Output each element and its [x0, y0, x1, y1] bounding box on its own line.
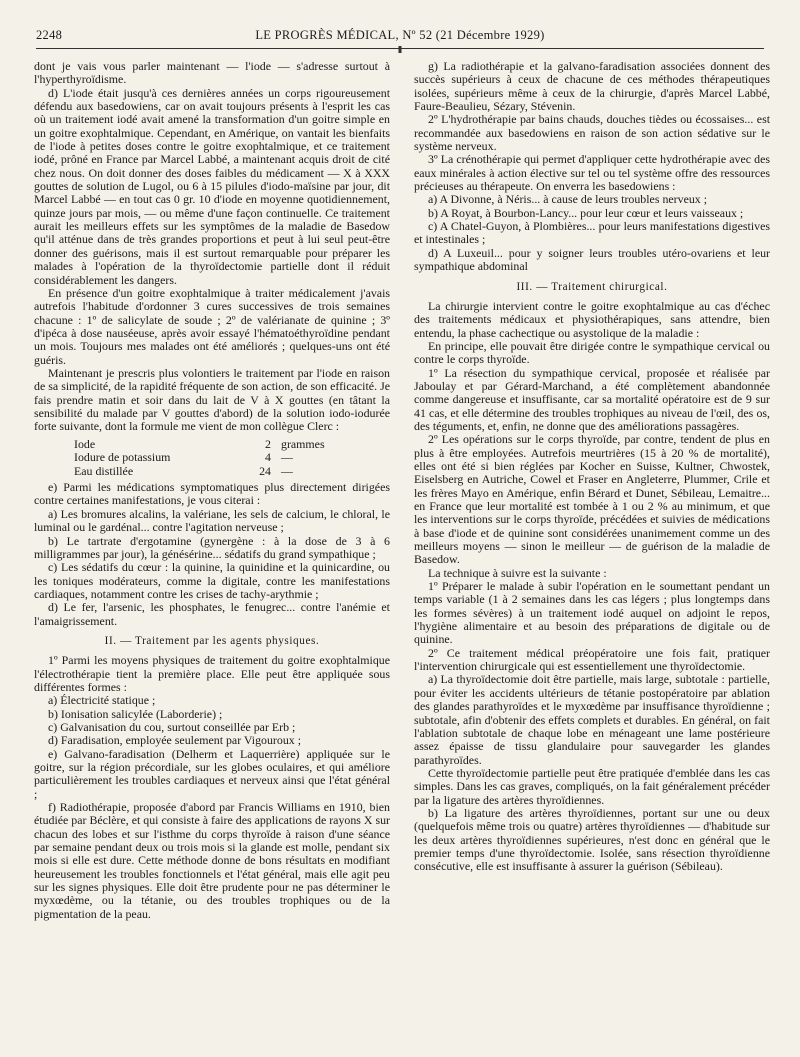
paragraph: e) Parmi les médications symptomatiques plus directement dirigées contre certaines manifestations, je vous citerai :: [34, 480, 390, 508]
running-title: LE PROGRÈS MÉDICAL, Nº 52 (21 Décembre 1929): [255, 28, 545, 42]
ingredient-quantity: 4: [265, 450, 271, 465]
list-item: b) A Royat, à Bourbon-Lancy... pour leur cœur et leurs vaisseaux ;: [428, 205, 744, 220]
paragraph: 2º Ce traitement médical préopératoire une fois fait, pratiquer l'intervention chirurgicale qui est essentiellement une thyroïdectomie.: [414, 645, 770, 674]
list-item: d) A Luxeuil... pour y soigner leurs troubles utéro-ovariens et leur sympathique abdominal: [414, 245, 770, 274]
header-rule: [36, 48, 764, 49]
formula-row: [34, 451, 390, 465]
ingredient-quantity: 2: [265, 436, 271, 451]
paragraph: c) Les sédatifs du cœur : la quinine, la quinidine et la quinicardine, ou les toniques modérateurs, comme la digitale, contre les manifestations cardiaques, notamment contre les crises de tachy-arythmie ;: [34, 560, 390, 601]
ingredient-unit: —: [281, 450, 293, 465]
paragraph: La technique à suivre est la suivante :: [428, 565, 607, 580]
ingredient-name: Eau distillée: [74, 464, 134, 478]
left-column: [34, 60, 390, 1045]
paragraph: 1º La résection du sympathique cervical, proposée et réalisée par Jaboulay et par Gérard-Marchand, a été complètement abandonnée comme dangereuse et insuffisante, car sa mortalité opératoire est de 9 sur 41 cas, et elle détermine des troubles trophiques au niveau de l'œil, des os, des téguments, et, enfin, ne donne que des améliorations passagères.: [414, 365, 770, 433]
formula-row: [34, 465, 390, 479]
paragraph: a) La thyroïdectomie doit être partielle, mais large, subtotale : partielle, pour éviter les accidents ultérieurs de tétanie postopératoire par ablation des glandes parathyroïdes et le myxœdème par insuffisance thyroïdienne ; subtotale, afin d'obtenir des effets complets et durables. En général, on fait l'ablation subtotale de chaque lobe en ménageant une lame postérieure assez épaisse de tissu glandulaire pour sauvegarder les glandes parathyroïdes.: [414, 672, 770, 767]
page-number: 2248: [36, 28, 63, 42]
formula-row: [34, 438, 390, 452]
paragraph: 2º Les opérations sur le corps thyroïde, par contre, tendent de plus en plus à être employées. Autrefois meurtrières (15 à 20 % de mortalité), elles ont été si bien réglées par Kocher en Suisse, Kultner, Chwostek, Eiselsberg en Autriche, Cowel et Fraser en Angleterre, Plummer, Crile et les frères Mayo en Amérique, enfin Bérard et Dunet, Sébileau, Lemaitre... en France que leur mortalité est tombée à 1 ou 2 % au minimum, et que les interventions sur le corps thyroïde, précédées et suivies de médications à base d'iode et de quinine sont considérées unanimement comme un des meilleurs moyens — sinon le meilleur — de guérison de la maladie de Basedow.: [414, 432, 770, 567]
paragraph: La chirurgie intervient contre le goitre exophtalmique au cas d'échec des traitements médicaux et physiothérapiques, sans attendre, bien entendu, la phase cachectique ou asystolique de la maladie :: [414, 298, 770, 340]
paragraph: 3º La crénothérapie qui permet d'appliquer cette hydrothérapie avec des eaux minérales à action élective sur tel ou tel système offre des ressources précieuses au thérapeute. On enverra les basedowiens :: [414, 152, 770, 194]
paragraph: d) Le fer, l'arsenic, les phosphates, le fenugrec... contre l'anémie et l'amaigrissement.: [34, 600, 390, 628]
section-heading: II. — Traitement par les agents physiques.: [104, 634, 320, 647]
paragraph: dont je vais vous parler maintenant — l'iode — s'adresse surtout à l'hyperthyroïdisme.: [34, 60, 390, 87]
ingredient-name: Iodure de potassium: [74, 451, 171, 465]
list-item: d) Faradisation, employée seulement par Vigouroux ;: [48, 733, 302, 748]
prescription-formula: [34, 438, 390, 479]
paragraph: b) Le tartrate d'ergotamine (gynergène : à la dose de 3 à 6 milligrammes par jour), la génésérine... sédatifs du grand sympathique ;: [34, 533, 390, 561]
paragraph: b) La ligature des artères thyroïdiennes, portant sur une ou deux (quelquefois même trois ou quatre) artères thyroïdiennes — d'habitude sur les deux artères thyroïdiennes supérieures, n'est donc en général que le premier temps d'une thyroïdectomie. Isolée, sans résection thyroïdienne consécutive, elle est insuffisante à assurer la guérison (Sébileau).: [414, 805, 770, 874]
list-item: a) A Divonne, à Néris... à cause de leurs troubles nerveux ;: [428, 192, 708, 207]
paragraph: 1º Parmi les moyens physiques de traitement du goitre exophtalmique l'électrothérapie tient la première place. Elle peut être appliquée sous différentes formes :: [34, 653, 390, 694]
paragraph: En présence d'un goitre exophtalmique à traiter médicalement j'avais autrefois l'habitude d'ordonner 3 cures successives de trois semaines chacune : 1º de salicylate de soude ; 2º de valérianate de quinine ; 3º d'ipéca à dose nauséeuse, après avoir essayé l'hématoéthyroïdine pendant un mois. Toujours mes malades ont été améliorés ; quelques-uns ont été guéris.: [34, 285, 390, 367]
paragraph: e) Galvano-faradisation (Delherm et Laquerrière) appliquée sur le goitre, sur la région précordiale, sur les globes oculaires, et qui améliore particulièrement les troubles cardiaques et nerveux ainsi que l'état général ;: [34, 746, 390, 801]
paragraph-iode: d) L'iode était jusqu'à ces dernières années un corps rigoureusement défendu aux basedowiens, car on avait toujours présents à l'esprit les cas où un traitement iodé avait amené la transformation d'un goitre simple en un goitre exophtalmique. Cependant, en Amérique, on vantait les bienfaits de l'iode à petites doses contre le goitre exophtalmique, et ce traitement iodé, prôné en France par Marcel Labbé, a maintenant acquis droit de cité chez nous. On doit donner des doses faibles du médicament — X à XXX gouttes de solution de Lugol, ou 6 à 15 pilules d'iodo-maïsine par jour, dit Marcel Labbé — en tout cas 0 gr. 10 d'iode en moyenne quotidiennement, quinze jours par mois, — ou même d'une façon continuelle. Ce traitement aurait les meilleurs effets sur les symptômes de la maladie de Basedow qu'il atténue dans de très grandes proportions et peut à lui seul peut-être donner des guérisons, mais il est surtout remarquable pour préparer les malades à l'opération de la thyroïdectomie partielle dont il réduit considérablement les dangers.: [34, 85, 390, 287]
paragraph: Maintenant je prescris plus volontiers le traitement par l'iode en raison de sa simplicité, de la rapidité fréquente de son action, de son efficacité. Je fais prendre matin et soir dans du lait de V à X gouttes (en tâtant la sensibilité du malade par V gouttes d'abord) de la solution iodo-iodurée forte suivante, dont la formule me vient de mon collègue Clerc :: [34, 365, 390, 434]
list-item: c) A Chatel-Guyon, à Plombières... pour leurs manifestations digestives et intestinales ;: [414, 219, 770, 247]
section-heading: III. — Traitement chirurgical.: [516, 280, 668, 293]
ingredient-name: Iode: [74, 437, 96, 451]
list-item: c) Galvanisation du cou, surtout conseillée par Erb ;: [48, 719, 296, 734]
right-column: [414, 60, 770, 1045]
ingredient-quantity: 24: [259, 463, 271, 478]
list-item: a) Électricité statique ;: [48, 693, 156, 708]
ingredient-unit: grammes: [281, 436, 325, 451]
paragraph: En principe, elle pouvait être dirigée contre le sympathique cervical ou contre le corps thyroïde.: [414, 338, 770, 367]
paragraph: a) Les bromures alcalins, la valériane, les sels de calcium, le chloral, le luminal ou le gardénal... contre l'agitation nerveuse ;: [34, 506, 390, 535]
paragraph: f) Radiothérapie, proposée d'abord par Francis Williams en 1910, bien étudiée par Béclère, et qui consiste à faire des applications de rayons X sur chacun des lobes et sur l'isthme du corps thyroïde à raison d'une séance par semaine pendant deux ou trois mois si la glande est molle, pendant six mois si elle est dure. Cette méthode donne de bons résultats en modifiant heureusement les troubles fonctionnels et l'état général, mais elle agit peu sur les signes physiques. Elle doit être prudente pour ne pas déterminer le myxœdème, ou la tétanie, ou des troubles trophiques ou de la pigmentation de la peau.: [34, 800, 390, 921]
running-header: [36, 28, 764, 48]
list-item: b) Ionisation salicylée (Laborderie) ;: [48, 706, 223, 721]
paragraph: 2º L'hydrothérapie par bains chauds, douches tièdes ou écossaises... est recommandée aux basedowiens en raison de son action sédative sur le système nerveux.: [414, 112, 770, 154]
paragraph: 1º Préparer le malade à subir l'opération en le soumettant pendant un temps variable (1 à 2 semaines dans les cas légers ; plus longtemps dans les formes sévères) à un traitement iodé auquel on adjoint le repos, l'hygiène alimentaire et au besoin des préparations de digitale ou de quinine.: [414, 579, 770, 647]
ingredient-unit: —: [281, 463, 293, 478]
paragraph: g) La radiothérapie et la galvano-faradisation associées donnent des succès supérieurs à ceux de chacune de ces méthodes thérapeutiques isolées, supérieurs même à ceux de la chirurgie, d'après Marcel Labbé, Faure-Beaulieu, Sézary, Stévenin.: [414, 60, 770, 114]
paragraph: Cette thyroïdectomie partielle peut être pratiquée d'emblée dans les cas simples. Dans les cas graves, compliqués, on la fait généralement précéder par la ligature des artères thyroïdiennes.: [414, 765, 770, 807]
